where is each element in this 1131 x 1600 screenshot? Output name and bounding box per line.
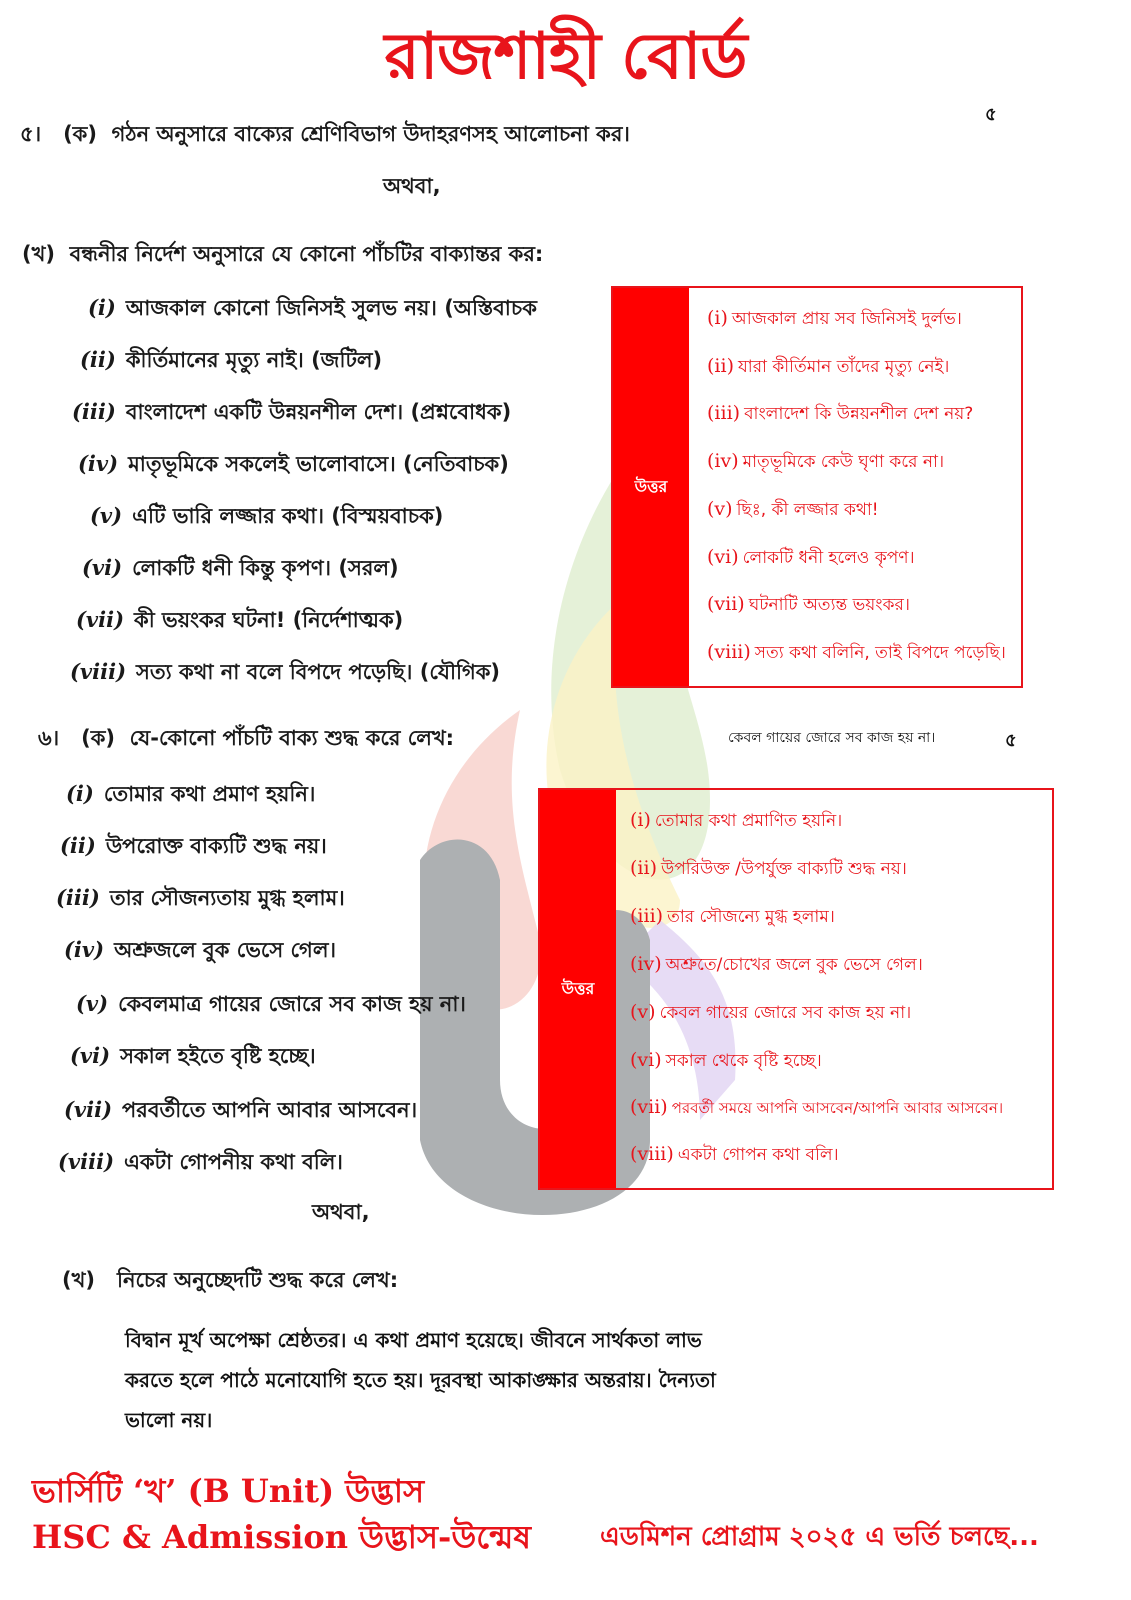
answer-item: (viii) একটা গোপন কথা বলি। <box>630 1143 839 1165</box>
q5-answer-label: উত্তর <box>634 476 668 496</box>
q5-item: (vi) লোকটি ধনী কিন্তু কৃপণ। (সরল) <box>82 555 399 580</box>
q6-item: (v) কেবলমাত্র গায়ের জোরে সব কাজ হয় না। <box>76 991 466 1016</box>
q5-item: (v) এটি ভারি লজ্জার কথা। (বিস্ময়বাচক) <box>90 503 444 528</box>
q5-answer-label-bar <box>613 288 689 686</box>
answer-item: (v) ছিঃ, কী লজ্জার কথা! <box>707 497 879 520</box>
answer-item: (vii) পরবর্তী সময়ে আপনি আসবেন/আপনি আবার আসবেন। <box>630 1096 1004 1118</box>
q6-item: (i) তোমার কথা প্রমাণ হয়নি। <box>66 781 316 806</box>
q5-ka-question <box>20 118 630 153</box>
answer-item: (vi) লোকটি ধনী হলেও কৃপণ। <box>707 545 915 568</box>
q5-item: (viii) সত্য কথা না বলে বিপদে পড়েছি। (যৌগিক) <box>70 659 501 684</box>
answer-item: (ii) যারা কীর্তিমান তাঁদের মৃত্যু নেই। <box>707 354 950 377</box>
q5-answer-list <box>707 288 1006 686</box>
q5-answer-box <box>611 286 1023 688</box>
q6-kha-label: (খ) <box>62 1268 95 1292</box>
q6-kha-question <box>62 1264 398 1299</box>
q6-item: (viii) একটা গোপনীয় কথা বলি। <box>58 1149 343 1174</box>
q6-or-label: অথবা, <box>312 1200 370 1224</box>
q5-kha-question <box>22 238 543 273</box>
q6-kha-text: নিচের অনুচ্ছেদটি শুদ্ধ করে লেখ: <box>116 1268 399 1292</box>
q5-ka-label: (ক) <box>63 122 97 146</box>
q5-or-label: অথবা, <box>383 174 441 198</box>
answer-item: (i) তোমার কথা প্রমাণিত হয়নি। <box>630 809 843 831</box>
paragraph-line: ভালো নয়। <box>125 1408 213 1432</box>
answer-item: (iv) মাতৃভূমিকে কেউ ঘৃণা করে না। <box>707 450 945 473</box>
answer-item: (iii) বাংলাদেশ কি উন্নয়নশীল দেশ নয়? <box>707 402 974 425</box>
answer-item: (iv) অশ্রুতে/চোখের জলে বুক ভেসে গেল। <box>630 953 923 975</box>
q6-answer-label-bar <box>540 790 616 1188</box>
q6-hint: কেবল গায়ের জোরে সব কাজ হয় না। <box>728 730 936 746</box>
footer-brand-line1: ভার্সিটি ‘খ’ (B Unit) উদ্ভাস <box>32 1472 425 1510</box>
q5-item: (ii) কীর্তিমানের মৃত্যু নাই। (জটিল) <box>80 347 383 372</box>
q5-item: (iii) বাংলাদেশ একটি উন্নয়নশীল দেশ। (প্রশ্নবোধক) <box>72 399 512 424</box>
q6-answer-box <box>538 788 1054 1190</box>
q5-number: ৫। <box>20 122 42 146</box>
page-title: রাজশাহী বোর্ড <box>384 20 747 94</box>
q5-ka-text: গঠন অনুসারে বাক্যের শ্রেণিবিভাগ উদাহরণসহ আলোচনা কর। <box>111 122 630 146</box>
q6-item: (iii) তার সৌজন্যতায় মুগ্ধ হলাম। <box>56 885 345 910</box>
q6-answer-list <box>630 790 1003 1188</box>
footer-brand-line2: HSC & Admission উদ্ভাস-উন্মেষ <box>32 1518 531 1556</box>
q6-item: (ii) উপরোক্ত বাক্যটি শুদ্ধ নয়। <box>60 833 327 858</box>
answer-item: (vi) সকাল থেকে বৃষ্টি হচ্ছে। <box>630 1049 822 1071</box>
answer-item: (ii) উপরিউক্ত /উপর্যুক্ত বাক্যটি শুদ্ধ নয়। <box>630 857 907 879</box>
q5-item: (iv) মাতৃভূমিকে সকলেই ভালোবাসে। (নেতিবাচক) <box>78 451 509 476</box>
paragraph-line: করতে হলে পাঠে মনোযোগি হতে হয়। দূরবস্থা আকাঙ্ক্ষার অন্তরায়। দৈন্যতা <box>125 1368 716 1392</box>
q6-item: (vi) সকাল হইতে বৃষ্টি হচ্ছে। <box>70 1043 316 1068</box>
q5-marks: ৫ <box>985 104 997 125</box>
q6-kha-paragraph <box>125 1320 716 1440</box>
q5-kha-label: (খ) <box>22 242 55 266</box>
q5-item: (i) আজকাল কোনো জিনিসই সুলভ নয়। (অস্তিবাচক <box>88 295 537 320</box>
q6-item: (iv) অশ্রুজলে বুক ভেসে গেল। <box>64 937 336 962</box>
answer-item: (iii) তার সৌজন্যে মুগ্ধ হলাম। <box>630 905 835 927</box>
q6-number: ৬। <box>38 726 60 750</box>
answer-item: (v) কেবল গায়ের জোরে সব কাজ হয় না। <box>630 1001 912 1023</box>
q6-ka-question <box>38 722 454 757</box>
q6-marks: ৫ <box>1005 730 1017 751</box>
q6-item: (vii) পরবর্তীতে আপনি আবার আসবেন। <box>64 1097 418 1122</box>
q5-item: (vii) কী ভয়ংকর ঘটনা! (নির্দেশাত্মক) <box>76 607 404 632</box>
q6-ka-text: যে-কোনো পাঁচটি বাক্য শুদ্ধ করে লেখ: <box>129 726 455 750</box>
footer-promo: এডমিশন প্রোগ্রাম ২০২৫ এ ভর্তি চলছে... <box>600 1522 1039 1552</box>
q5-kha-text: বন্ধনীর নির্দেশ অনুসারে যে কোনো পাঁচটির বাক্যান্তর কর: <box>69 242 544 266</box>
answer-item: (vii) ঘটনাটি অত্যন্ত ভয়ংকর। <box>707 593 910 616</box>
q6-ka-label: (ক) <box>81 726 115 750</box>
q6-answer-label: উত্তর <box>561 978 595 998</box>
answer-item: (viii) সত্য কথা বলিনি, তাই বিপদে পড়েছি। <box>707 641 1006 664</box>
paragraph-line: বিদ্বান মূর্খ অপেক্ষা শ্রেষ্ঠতর। এ কথা প্রমাণ হয়েছে। জীবনে সার্থকতা লাভ <box>125 1328 702 1352</box>
answer-item: (i) আজকাল প্রায় সব জিনিসই দুর্লভ। <box>707 306 962 329</box>
